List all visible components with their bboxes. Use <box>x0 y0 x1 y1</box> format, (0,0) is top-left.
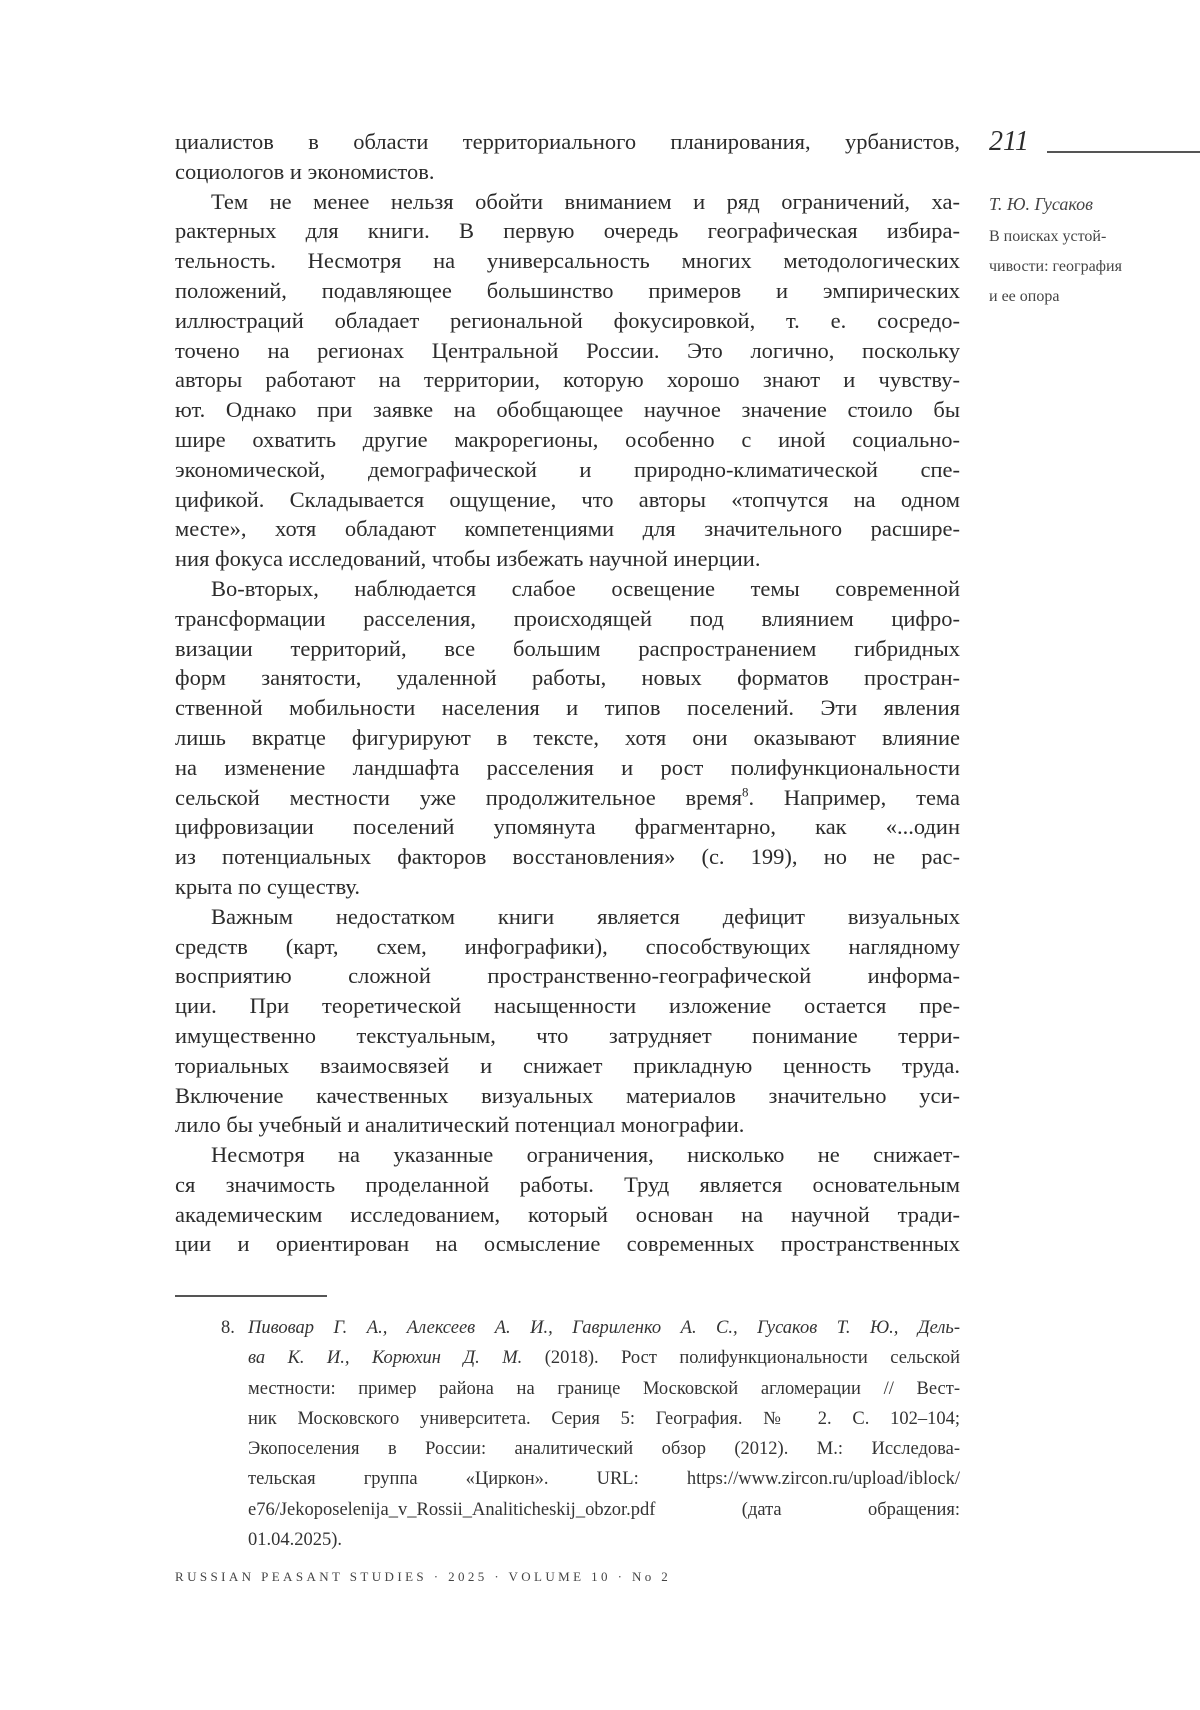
footnote-reference[interactable]: 8 <box>741 784 749 800</box>
body-line-text: восприятию сложной пространственно-географической информа- <box>175 963 960 989</box>
body-line-text: социологов и экономистов. <box>175 158 435 184</box>
running-title-line: чивости: география <box>989 258 1122 275</box>
body-line <box>175 187 960 217</box>
body-line <box>175 1229 960 1259</box>
page-number: 211 <box>989 126 1029 157</box>
body-line <box>175 604 960 634</box>
body-line-text: ственной мобильности населения и типов поселений. Эти явления <box>175 695 960 721</box>
footnote-8 <box>221 1313 960 1555</box>
body-line-text: форм занятости, удаленной работы, новых форматов простран- <box>175 665 960 691</box>
body-line-text: иллюстраций обладает региональной фокусировкой, т. е. сосредо- <box>175 307 960 333</box>
footnote-text-segment: местности: пример района на границе Московской агломерации // Вест- <box>248 1378 960 1399</box>
body-text <box>175 127 960 1259</box>
body-line <box>175 127 960 157</box>
body-line-text: ции. При теоретической насыщенности изложение остается пре- <box>175 993 960 1019</box>
body-line-text: точено на регионах Центральной России. Это логично, поскольку <box>175 337 960 363</box>
body-line-text: положений, подавляющее большинство примеров и эмпирических <box>175 277 960 303</box>
body-line <box>175 246 960 276</box>
footnote-text-segment: тельская группа «Циркон». URL: https://www.zircon.ru/upload/iblock/ <box>248 1469 960 1490</box>
body-line <box>175 723 960 753</box>
body-line <box>175 157 960 187</box>
body-line <box>175 961 960 991</box>
journal-footer: RUSSIAN PEASANT STUDIES · 2025 · VOLUME 10 · No 2 <box>175 1569 672 1584</box>
body-line-text: трансформации расселения, происходящей под влиянием цифро- <box>175 605 960 631</box>
body-line <box>175 902 960 932</box>
body-line <box>175 514 960 544</box>
footnote-line <box>248 1495 960 1525</box>
body-line <box>175 544 960 574</box>
body-line-text: Во-вторых, наблюдается слабое освещение темы современной <box>211 575 960 601</box>
body-line-text: лило бы учебный и аналитический потенциал монографии. <box>175 1112 745 1138</box>
footnote-authors: ва К. И., Корюхин Д. М. <box>248 1348 523 1369</box>
body-line <box>175 812 960 842</box>
body-line <box>175 932 960 962</box>
body-line-text: . Например, тема <box>748 784 960 810</box>
body-line-text: ют. Однако при заявке на обобщающее научное значение стоило бы <box>175 397 960 423</box>
body-line-text: Несмотря на указанные ограничения, нисколько не снижает- <box>211 1142 960 1168</box>
footnote-text-segment: Экопоселения в России: аналитический обзор (2012). М.: Исследова- <box>248 1439 960 1460</box>
body-line-text: крыта по существу. <box>175 873 361 899</box>
footnote-line <box>248 1404 960 1434</box>
body-line <box>175 336 960 366</box>
body-line <box>175 455 960 485</box>
body-line <box>175 663 960 693</box>
body-line-text: на изменение ландшафта расселения и рост полифункциональности <box>175 754 960 780</box>
footnote-text-segment: (2018). Рост полифункциональности сельской <box>522 1348 960 1369</box>
body-line-text: авторы работают на территории, которую хорошо знают и чувству- <box>175 367 960 393</box>
running-title <box>989 222 1122 312</box>
body-line <box>175 1051 960 1081</box>
body-line <box>175 395 960 425</box>
footnote-text-segment: ник Московского университета. Серия 5: География. № 2. С. 102–104; <box>248 1408 960 1429</box>
body-line-text: имущественно текстуальным, что затрудняет понимание терри- <box>175 1022 960 1048</box>
body-line <box>175 276 960 306</box>
footnote-line <box>248 1525 960 1555</box>
body-line <box>175 574 960 604</box>
body-line <box>175 1081 960 1111</box>
body-line-text: лишь вкратце фигурируют в тексте, хотя они оказывают влияние <box>175 724 960 750</box>
body-line-text: экономической, демографической и природно-климатической спе- <box>175 456 960 482</box>
body-line <box>175 1021 960 1051</box>
footnote-number: 8. <box>221 1318 235 1338</box>
running-title-line: и ее опора <box>989 288 1060 305</box>
body-line <box>175 753 960 783</box>
footnote-separator <box>175 1295 327 1297</box>
footnote-text-segment: 01.04.2025). <box>248 1530 343 1551</box>
body-line-text: цификой. Складывается ощущение, что авторы «топчутся на одном <box>175 486 960 512</box>
body-line <box>175 634 960 664</box>
footnote-line <box>248 1343 960 1373</box>
body-line-text: ториальных взаимосвязей и снижает прикладную ценность труда. <box>175 1052 960 1078</box>
footnote-text-segment: e76/Jekoposelenija_v_Rossii_Analiticheskij_obzor.pdf (дата обращения: <box>248 1499 960 1520</box>
body-line-text: Тем не менее нельзя обойти вниманием и ряд ограничений, ха- <box>211 188 960 214</box>
body-line <box>175 1140 960 1170</box>
footnote-authors: Пивовар Г. А., Алексеев А. И., Гавриленко А. С., Гусаков Т. Ю., Дель- <box>248 1318 960 1338</box>
body-line-text: ся значимость проделанной работы. Труд является основательным <box>175 1171 960 1197</box>
body-line-text: ния фокуса исследований, чтобы избежать научной инерции. <box>175 546 761 572</box>
body-line-text: Важным недостатком книги является дефицит визуальных <box>211 903 960 929</box>
running-title-line: В поисках устой- <box>989 228 1107 245</box>
body-line-text: из потенциальных факторов восстановления» (с. 199), но не рас- <box>175 844 960 870</box>
body-line <box>175 783 960 813</box>
running-author: Т. Ю. Гусаков <box>989 194 1093 214</box>
body-line <box>175 842 960 872</box>
body-line-text: Включение качественных визуальных материалов значительно уси- <box>175 1082 960 1108</box>
body-line-text: ции и ориентирован на осмысление современных пространственных <box>175 1231 960 1257</box>
body-line-text: цифровизации поселений упомянута фрагментарно, как «...один <box>175 814 960 840</box>
footnote-line <box>248 1464 960 1494</box>
header-rule <box>1047 151 1200 153</box>
body-line-text: визации территорий, все большим распространением гибридных <box>175 635 960 661</box>
body-line <box>175 485 960 515</box>
body-line-text: месте», хотя обладают компетенциями для значительного расшире- <box>175 516 960 542</box>
footnote-line <box>248 1434 960 1464</box>
body-line <box>175 1170 960 1200</box>
footnote-line <box>248 1374 960 1404</box>
body-line <box>175 872 960 902</box>
body-line <box>175 306 960 336</box>
body-line <box>175 1200 960 1230</box>
body-line-text: циалистов в области территориального планирования, урбанистов, <box>175 129 960 154</box>
body-line <box>175 991 960 1021</box>
body-line <box>175 216 960 246</box>
body-line-text: средств (карт, схем, инфографики), способствующих наглядному <box>175 933 960 959</box>
body-line-text: сельской местности уже продолжительное время <box>175 784 742 810</box>
body-line-text: академическим исследованием, который основан на научной тради- <box>175 1201 960 1227</box>
body-line-text: тельность. Несмотря на универсальность многих методологических <box>175 248 960 274</box>
body-line-text: шире охватить другие макрорегионы, особенно с иной социально- <box>175 426 960 452</box>
footnote-line <box>248 1313 960 1343</box>
body-line <box>175 1110 960 1140</box>
body-line <box>175 365 960 395</box>
body-line-text: рактерных для книги. В первую очередь географическая избира- <box>175 218 960 244</box>
body-line <box>175 425 960 455</box>
body-line <box>175 693 960 723</box>
footnote-text <box>248 1313 960 1555</box>
